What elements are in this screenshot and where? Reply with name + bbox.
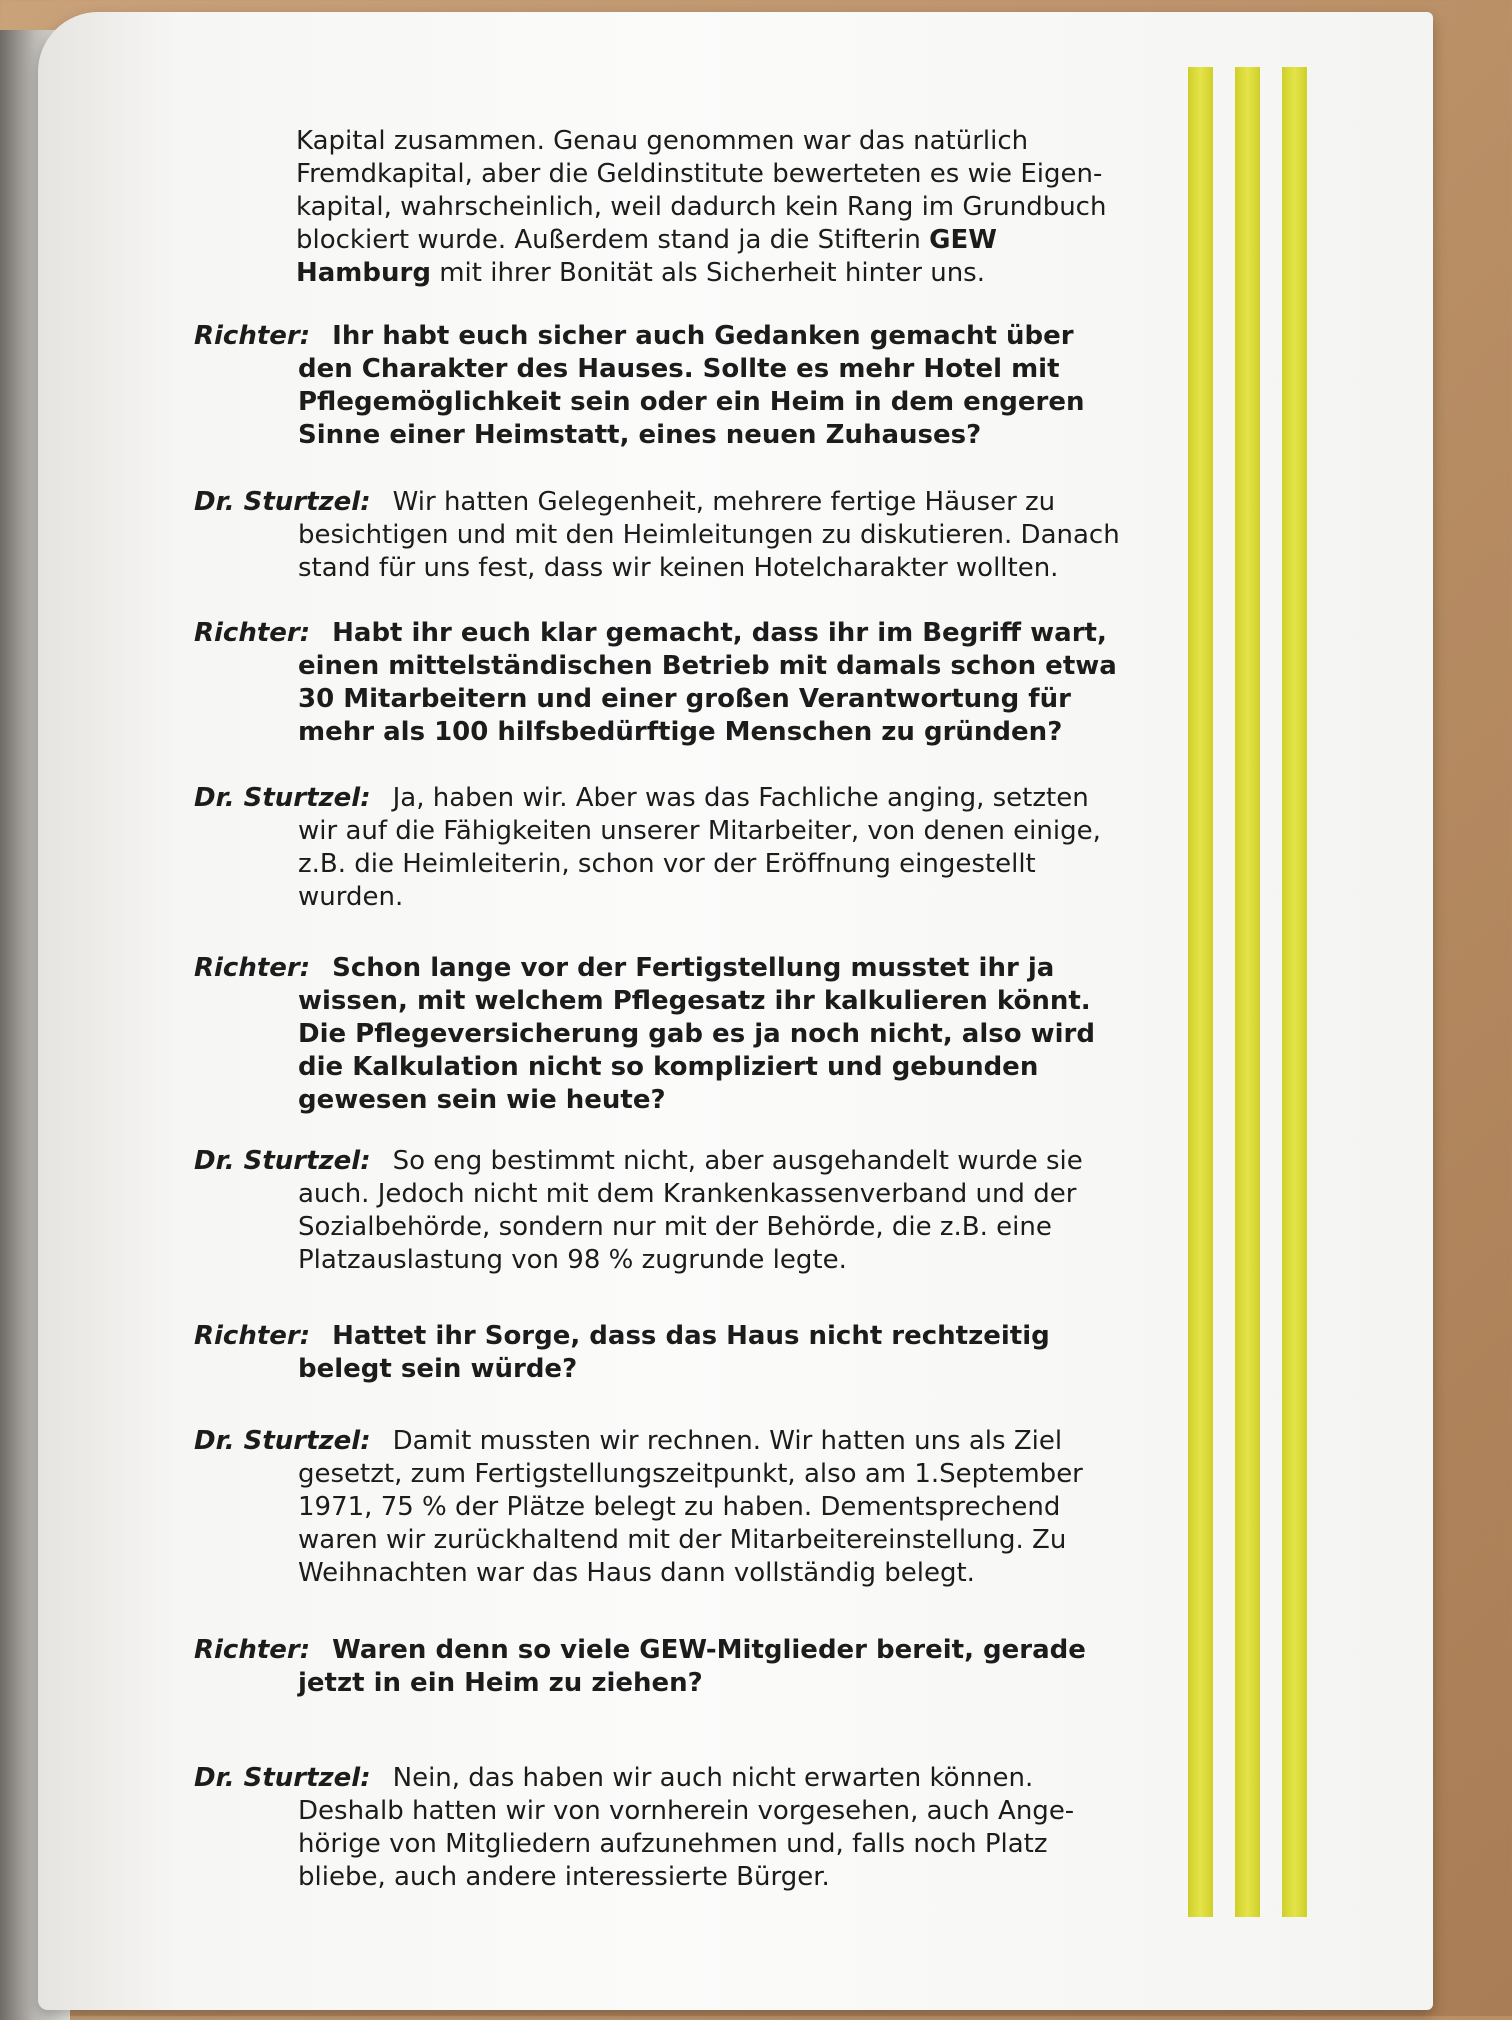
- speaker-label: Richter:: [194, 618, 311, 648]
- text-segment: Ihr habt euch sicher auch Gedanken gemacht über: [332, 321, 1074, 351]
- text-line: [194, 952, 1095, 985]
- answer-block: [194, 1425, 1083, 1590]
- text-line: hörige von Mitgliedern aufzunehmen und, falls noch Platz: [298, 1829, 1048, 1859]
- text-segment: Schon lange vor der Fertigstellung musstet ihr ja: [332, 953, 1055, 983]
- text-line: Weihnachten war das Haus dann vollständig belegt.: [298, 1558, 975, 1588]
- text-line: kapital, wahrscheinlich, weil dadurch kein Rang im Grundbuch: [296, 192, 1107, 222]
- text-line: jetzt in ein Heim zu ziehen?: [298, 1668, 703, 1698]
- speaker-label: Richter:: [194, 1321, 311, 1351]
- text-line: den Charakter des Hauses. Sollte es mehr Hotel mit: [298, 354, 1060, 384]
- text-segment: blockiert wurde. Außerdem stand ja die Stifterin: [296, 225, 930, 255]
- text-segment: Wir hatten Gelegenheit, mehrere fertige Häuser zu: [392, 487, 1056, 517]
- text-line: besichtigen und mit den Heimleitungen zu diskutieren. Danach: [298, 520, 1120, 550]
- text-line: [296, 224, 1106, 257]
- speaker-label: Dr. Sturtzel:: [194, 783, 371, 813]
- text-line: [194, 617, 1117, 650]
- text-segment: mit ihrer Bonität als Sicherheit hinter uns.: [430, 258, 985, 288]
- text-line: mehr als 100 hilfsbedürftige Menschen zu gründen?: [298, 717, 1063, 747]
- question-block: [194, 952, 1095, 1117]
- text-line: Sozialbehörde, sondern nur mit der Behörde, die z.B. eine: [298, 1212, 1052, 1242]
- text-line: Fremdkapital, aber die Geldinstitute bewerteten es wie Eigen-: [296, 159, 1103, 189]
- text-segment: Ja, haben wir. Aber was das Fachliche anging, setzten: [392, 783, 1089, 813]
- text-segment: Habt ihr euch klar gemacht, dass ihr im Begriff wart,: [332, 618, 1107, 648]
- intro-paragraph: [296, 125, 1106, 290]
- text-line: stand für uns fest, dass wir keinen Hotelcharakter wollten.: [298, 553, 1059, 583]
- speaker-label: Dr. Sturtzel:: [194, 1426, 371, 1456]
- document-page: [38, 12, 1433, 2010]
- text-line: 1971, 75 % der Plätze belegt zu haben. Dementsprechend: [298, 1492, 1061, 1522]
- text-line: [296, 257, 1106, 290]
- question-block: [194, 1320, 1050, 1386]
- question-block: [194, 1634, 1086, 1700]
- text-line: einen mittelständischen Betrieb mit damals schon etwa: [298, 651, 1117, 681]
- text-line: z.B. die Heimleiterin, schon vor der Eröffnung eingestellt: [298, 849, 1036, 879]
- text-line: Platzauslastung von 98 % zugrunde legte.: [298, 1245, 847, 1275]
- speaker-label: Richter:: [194, 953, 311, 983]
- speaker-label: Dr. Sturtzel:: [194, 1146, 371, 1176]
- text-segment: Damit mussten wir rechnen. Wir hatten uns als Ziel: [392, 1426, 1063, 1456]
- text-segment: Nein, das haben wir auch nicht erwarten können.: [392, 1763, 1034, 1793]
- bold-org-name: Hamburg: [296, 258, 431, 288]
- text-line: auch. Jedoch nicht mit dem Krankenkassenverband und der: [298, 1179, 1077, 1209]
- yellow-stripe-decoration: [1188, 67, 1213, 1917]
- speaker-label: Dr. Sturtzel:: [194, 487, 371, 517]
- text-segment: Waren denn so viele GEW-Mitglieder bereit, gerade: [332, 1635, 1086, 1665]
- answer-block: [194, 1762, 1074, 1894]
- yellow-stripe-decoration: [1282, 67, 1307, 1917]
- text-line: [194, 1762, 1074, 1795]
- answer-block: [194, 782, 1101, 914]
- yellow-stripe-decoration: [1235, 67, 1260, 1917]
- text-line: [194, 1634, 1086, 1667]
- text-line: Sinne einer Heimstatt, eines neuen Zuhauses?: [298, 420, 982, 450]
- text-line: wurden.: [298, 882, 404, 912]
- bold-org-name: GEW: [929, 225, 997, 255]
- speaker-label: Richter:: [194, 1635, 311, 1665]
- text-line: Pflegemöglichkeit sein oder ein Heim in dem engeren: [298, 387, 1085, 417]
- speaker-label: Richter:: [194, 321, 311, 351]
- text-line: belegt sein würde?: [298, 1354, 578, 1384]
- text-line: [194, 320, 1084, 353]
- text-line: gewesen sein wie heute?: [298, 1085, 666, 1115]
- text-line: [194, 1320, 1050, 1353]
- text-line: Deshalb hatten wir von vornherein vorgesehen, auch Ange-: [298, 1796, 1075, 1826]
- text-line: [194, 782, 1101, 815]
- text-segment: Hattet ihr Sorge, dass das Haus nicht rechtzeitig: [332, 1321, 1050, 1351]
- text-line: Kapital zusammen. Genau genommen war das natürlich: [296, 126, 1029, 156]
- text-line: [194, 1145, 1083, 1178]
- answer-block: [194, 486, 1120, 585]
- text-segment: So eng bestimmt nicht, aber ausgehandelt wurde sie: [392, 1146, 1083, 1176]
- text-line: [194, 486, 1120, 519]
- text-line: wissen, mit welchem Pflegesatz ihr kalkulieren könnt.: [298, 986, 1091, 1016]
- text-line: bliebe, auch andere interessierte Bürger.: [298, 1862, 830, 1892]
- text-line: wir auf die Fähigkeiten unserer Mitarbeiter, von denen einige,: [298, 816, 1101, 846]
- speaker-label: Dr. Sturtzel:: [194, 1763, 371, 1793]
- text-line: die Kalkulation nicht so kompliziert und gebunden: [298, 1052, 1039, 1082]
- text-line: [194, 1425, 1083, 1458]
- text-line: gesetzt, zum Fertigstellungszeitpunkt, also am 1.September: [298, 1459, 1083, 1489]
- question-block: [194, 320, 1084, 452]
- answer-block: [194, 1145, 1083, 1277]
- text-line: 30 Mitarbeitern und einer großen Verantwortung für: [298, 684, 1071, 714]
- question-block: [194, 617, 1117, 749]
- text-line: waren wir zurückhaltend mit der Mitarbeitereinstellung. Zu: [298, 1525, 1067, 1555]
- text-line: Die Pflegeversicherung gab es ja noch nicht, also wird: [298, 1019, 1095, 1049]
